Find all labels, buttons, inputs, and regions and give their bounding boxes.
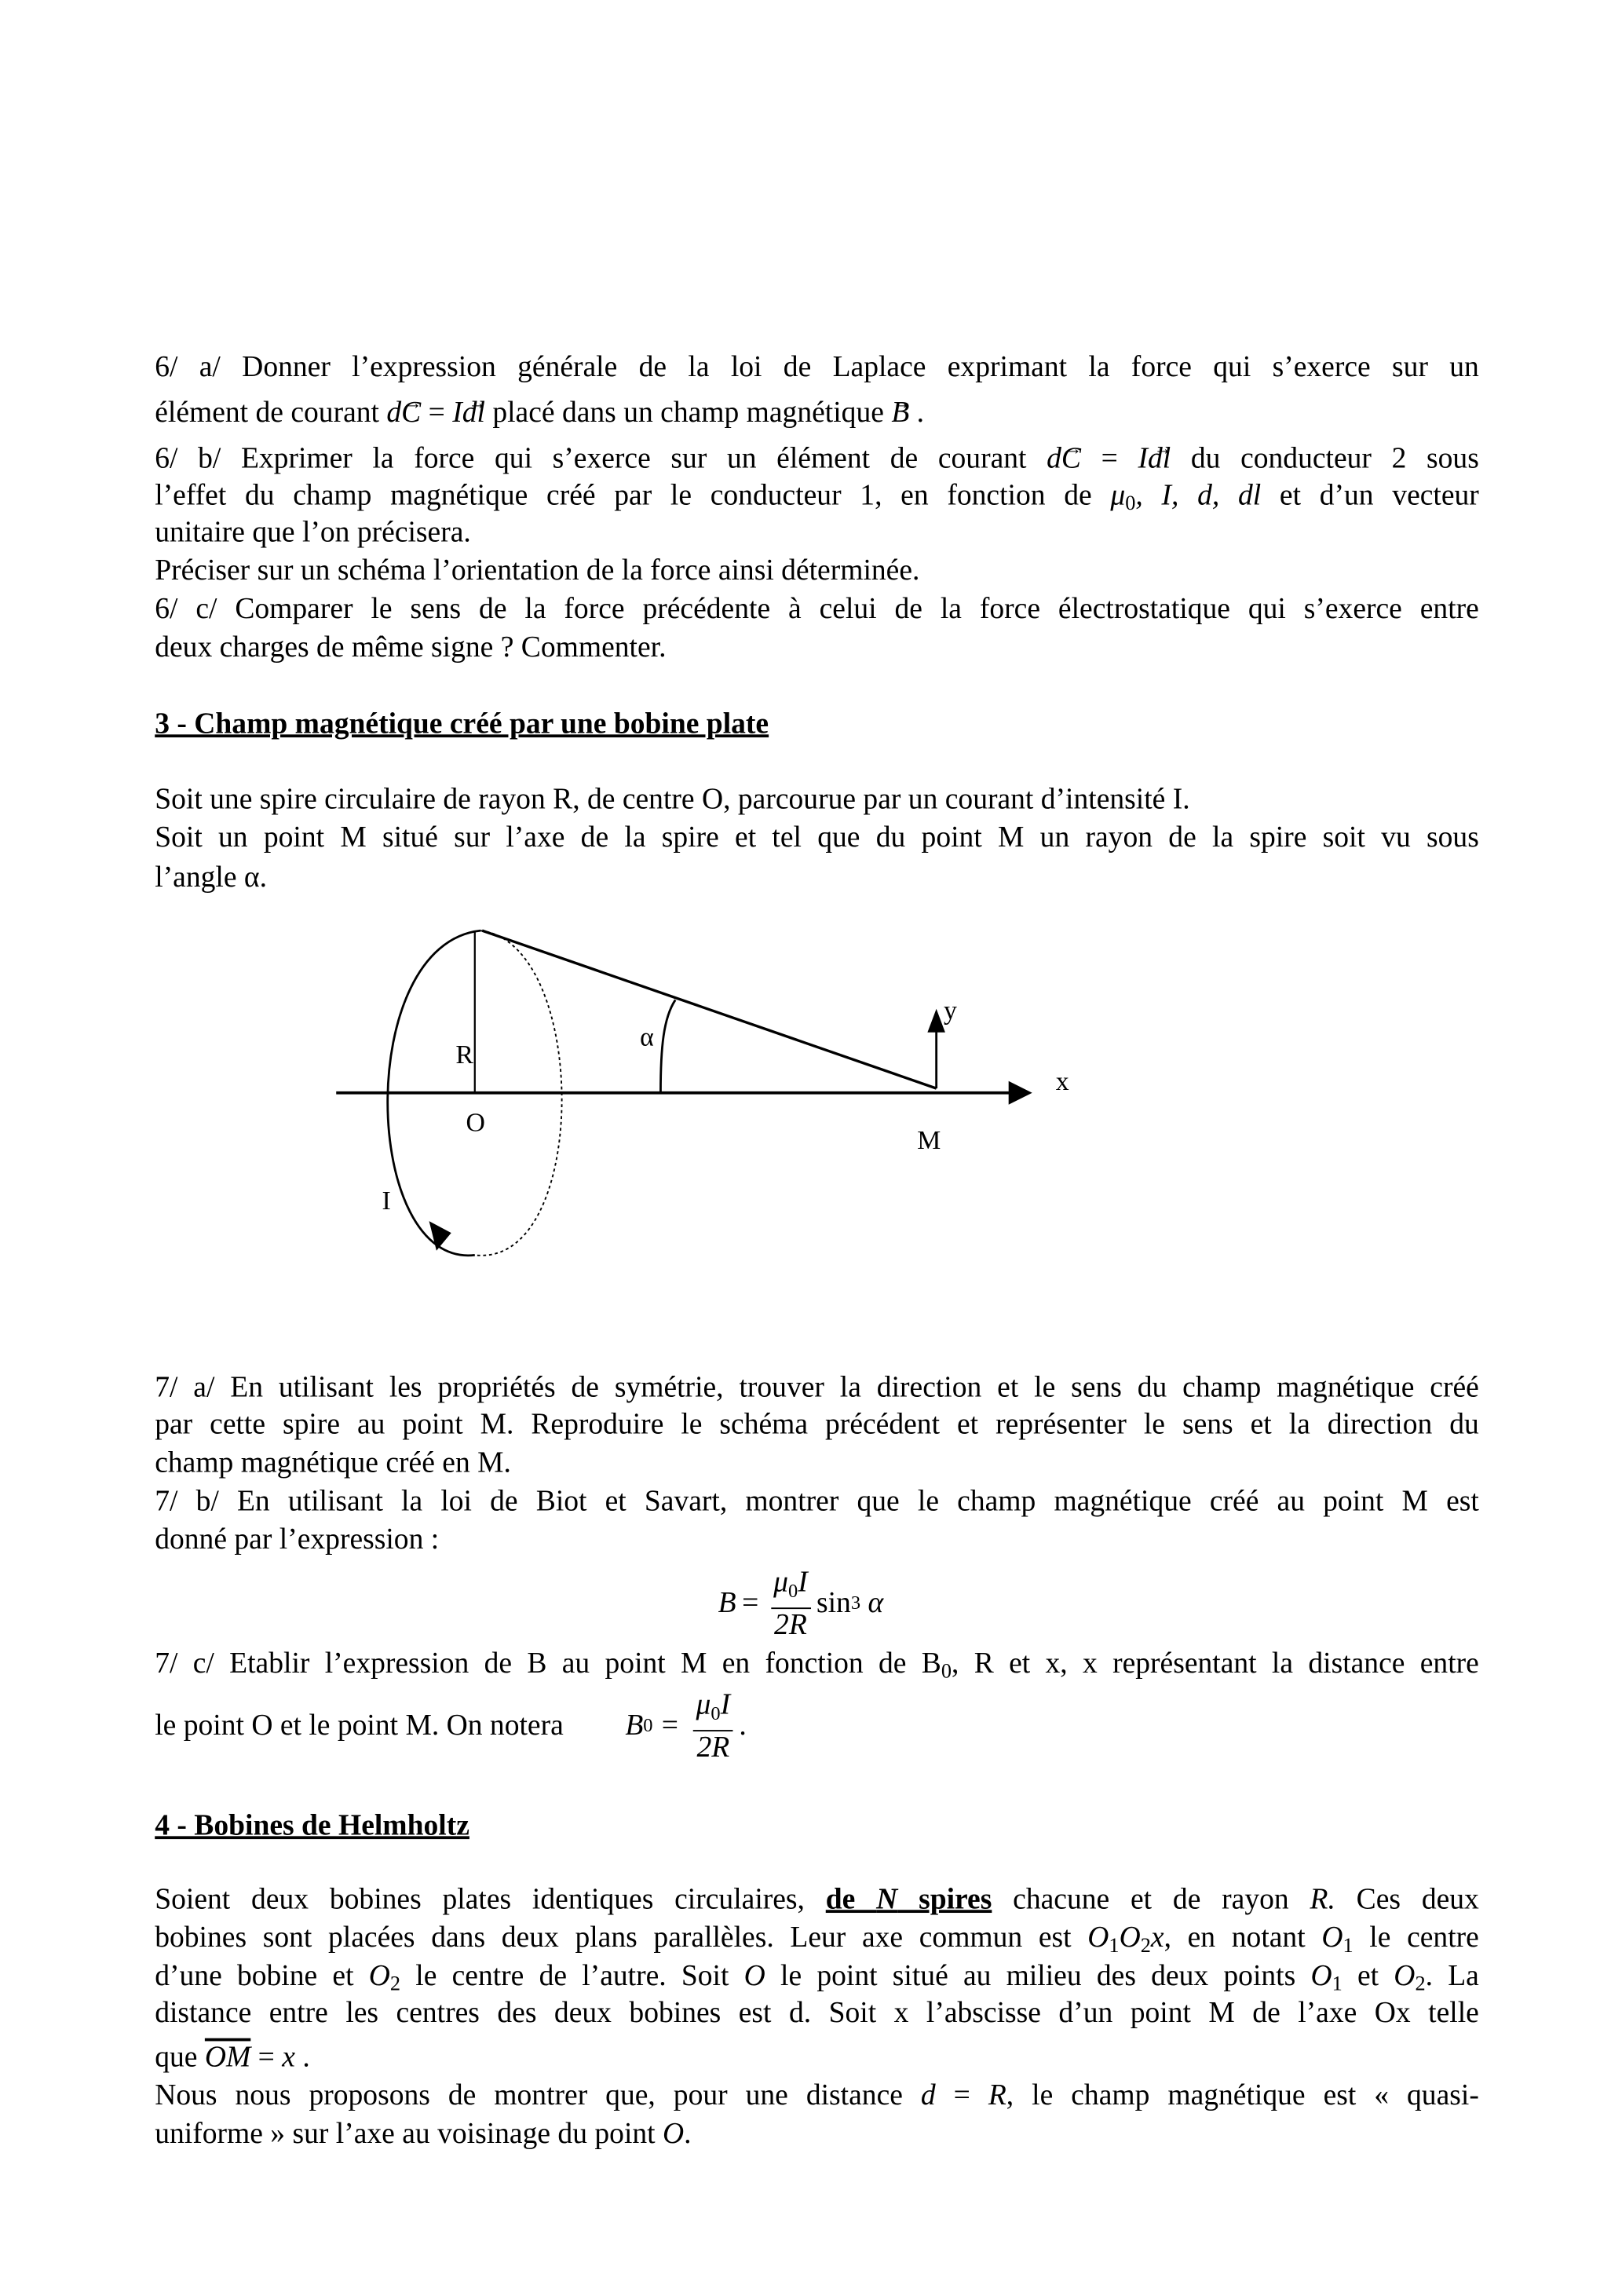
label-alpha: α	[640, 1022, 654, 1052]
text-segment: =	[935, 2079, 988, 2112]
text-segment: , en notant	[1164, 1921, 1322, 1954]
text-segment: Soit un point M situé sur l’axe de la spire et tel que du point M un rayon de la spire soit vu sous	[155, 821, 1479, 854]
text-segment: le centre	[1353, 1921, 1479, 1954]
text-segment: O	[368, 1960, 390, 1993]
text-segment: 6/ a/ Donner l’expression générale de la loi de Laplace exprimant la force qui s’exerce sur un	[155, 351, 1479, 384]
mu-sub: 0	[787, 1579, 798, 1602]
formula-fraction	[770, 1567, 810, 1642]
text-segment: placé dans un champ magnétique	[484, 397, 892, 430]
text-line	[155, 1957, 1479, 1995]
text-line	[155, 1919, 1479, 1958]
text-line	[155, 1483, 1479, 1521]
text-segment: , le champ magnétique est « quasi-	[1006, 2079, 1479, 2112]
label-O: O	[466, 1108, 485, 1138]
mu: μ	[696, 1688, 711, 1721]
text-segment: l’effet du champ magnétique créé par le conducteur 1, en fonction de	[155, 479, 1111, 512]
text-segment: 2	[1415, 1973, 1426, 1997]
text-segment: O	[1394, 1960, 1416, 1993]
text-line	[155, 1706, 1479, 1745]
text-segment: . La	[1425, 1960, 1479, 1993]
text-segment: 6/ c/ Comparer le sens de la force précédente à celui de la force électrostatique qui s’exerce entre	[155, 593, 1479, 626]
text-segment: .	[294, 2041, 310, 2074]
text-segment: , R et x, x représentant la distance entre	[951, 1647, 1479, 1680]
mu-sub: 0	[711, 1702, 721, 1724]
text-segment: → B	[891, 397, 909, 429]
text-segment: O	[743, 1960, 765, 1993]
text-segment: 1	[1109, 1936, 1120, 1958]
text-segment: =	[421, 397, 453, 430]
text-segment: 0	[941, 1661, 952, 1684]
text-segment: .	[684, 2118, 692, 2151]
text-line	[155, 1881, 1479, 1919]
text-segment: O	[1321, 1921, 1343, 1954]
emphasis-text: N	[876, 1883, 898, 1916]
text-segment: chacune et de rayon	[992, 1883, 1310, 1916]
text-segment: d	[920, 2079, 936, 2112]
emphasis-text: spires	[897, 1883, 992, 1916]
formula-equals: =	[742, 1586, 759, 1620]
text-segment: → Idl	[452, 397, 485, 429]
text-segment: Soit une spire circulaire de rayon R, de centre O, parcourue par un courant d’intensité I.	[155, 783, 1190, 816]
label-x: x	[1055, 1066, 1069, 1096]
emphasis-text: 3 - Champ magnétique créé par une bobine plate	[155, 707, 769, 740]
text-segment: Soient deux bobines plates identiques circulaires,	[155, 1883, 826, 1916]
text-line	[155, 1807, 1479, 1845]
text-segment: 7/ b/ En utilisant la loi de Biot et Savart, montrer que le champ magnétique créé au point M est	[155, 1485, 1479, 1518]
label-I: I	[382, 1186, 391, 1216]
formula-period: .	[739, 1709, 747, 1742]
text-segment: → dC	[1047, 442, 1081, 474]
text-segment: le point situé au milieu des deux points	[765, 1960, 1311, 1993]
text-segment: R	[988, 2079, 1006, 2112]
text-segment: 1	[1332, 1973, 1343, 1997]
text-segment: élément de courant	[155, 397, 387, 430]
text-segment: Ces deux	[1335, 1883, 1479, 1916]
text-segment: O	[663, 2118, 685, 2151]
text-segment: 2	[389, 1973, 401, 1997]
text-segment: 0	[1125, 493, 1136, 516]
text-line	[155, 1994, 1479, 2032]
text-segment: O	[1087, 1921, 1109, 1954]
emphasis-text: 4 - Bobines de Helmholtz	[155, 1809, 469, 1842]
label-y: y	[944, 996, 957, 1026]
text-segment: =	[1080, 442, 1138, 475]
text-segment: deux charges de même signe ? Commenter.	[155, 631, 667, 664]
current-arrow-icon	[429, 1221, 451, 1251]
text-segment: x	[282, 2041, 295, 2074]
text-line	[155, 1644, 1479, 1683]
text-segment: μ	[1110, 479, 1126, 512]
formula-denominator: 2R	[774, 1608, 807, 1642]
formula-alpha: α	[868, 1586, 884, 1620]
text-segment: le point O et le point M. On notera	[155, 1709, 564, 1742]
text-segment: Nous nous proposons de montrer que, pour une distance	[155, 2079, 921, 2112]
text-segment: O	[1119, 1921, 1141, 1954]
text-segment: 1	[1343, 1936, 1353, 1958]
text-segment: d’une bobine et	[155, 1960, 369, 1993]
text-segment: , I, d, dl	[1135, 479, 1262, 512]
formula-numerator	[693, 1689, 733, 1731]
text-segment: $\overline{OM}$	[204, 2041, 251, 2074]
mu: μ	[773, 1566, 788, 1599]
text-segment: par cette spire au point M. Reproduire le schéma précédent et représenter le sens et la direction du	[155, 1408, 1479, 1442]
sight-line	[482, 930, 936, 1088]
text-segment: et	[1342, 1960, 1394, 1993]
label-M: M	[917, 1126, 941, 1156]
text-segment: 7/ c/ Etablir l’expression de B au point M en fonction de B	[155, 1647, 941, 1680]
text-segment: bobines sont placées dans deux plans parallèles. Leur axe commun est	[155, 1921, 1088, 1954]
text-segment: 7/ a/ En utilisant les propriétés de symétrie, trouver la direction et le sens du champ magnétique créé	[155, 1371, 1479, 1405]
text-segment: .	[909, 397, 925, 430]
text-segment: donné par l’expression :	[155, 1523, 440, 1556]
current: I	[798, 1566, 808, 1599]
formula-lhs-sub: 0	[643, 1714, 653, 1737]
text-segment: le centre de l’autre. Soit	[400, 1960, 744, 1993]
emphasis-text: de	[825, 1883, 877, 1916]
label-R: R	[455, 1040, 473, 1070]
text-segment: O	[1310, 1960, 1332, 1993]
text-segment: que	[155, 2041, 205, 2074]
text-segment: R.	[1310, 1883, 1335, 1916]
formula-lhs: B	[718, 1586, 736, 1620]
current: I	[720, 1688, 731, 1721]
text-line	[155, 1444, 1479, 1483]
text-segment: 6/ b/ Exprimer la force qui s’exerce sur un élément de courant	[155, 442, 1047, 475]
formula-sin: sin	[816, 1586, 851, 1620]
text-segment: unitaire que l’on précisera.	[155, 516, 471, 549]
formula-denominator: 2R	[696, 1731, 730, 1764]
biot-savart-formula	[718, 1567, 883, 1642]
text-segment: Préciser sur un schéma l’orientation de la force ainsi déterminée.	[155, 554, 920, 587]
text-segment: → dC	[386, 397, 421, 429]
text-segment: et d’un vecteur	[1261, 479, 1479, 512]
formula-exponent: 3	[850, 1592, 861, 1614]
text-line	[155, 2115, 1479, 2153]
text-line	[155, 1520, 1479, 1559]
text-segment: l’angle α.	[155, 861, 267, 894]
formula-fraction	[693, 1689, 733, 1764]
text-line	[155, 2038, 1479, 2077]
text-segment: → Idl	[1138, 442, 1171, 474]
x-axis-arrow-icon	[1009, 1081, 1032, 1105]
text-line	[155, 2077, 1479, 2115]
text-segment: 2	[1140, 1936, 1151, 1958]
text-segment: champ magnétique créé en M.	[155, 1446, 511, 1479]
text-line	[155, 1406, 1479, 1444]
formula-numerator	[770, 1567, 810, 1609]
text-segment: distance entre les centres des deux bobines est d. Soit x l’abscisse d’un point M de l’axe Ox telle	[155, 1997, 1479, 2030]
formula-equals: =	[661, 1709, 678, 1742]
text-segment: uniforme » sur l’axe au voisinage du point	[155, 2118, 663, 2151]
y-axis-arrow-icon	[927, 1009, 945, 1033]
text-segment: x	[1150, 1921, 1164, 1954]
text-segment: =	[250, 2041, 283, 2074]
formula-lhs: B	[625, 1709, 644, 1742]
angle-arc	[660, 1000, 675, 1092]
text-segment: du conducteur 2 sous	[1171, 442, 1479, 475]
b0-definition-formula	[625, 1689, 746, 1764]
text-line	[155, 1369, 1479, 1407]
